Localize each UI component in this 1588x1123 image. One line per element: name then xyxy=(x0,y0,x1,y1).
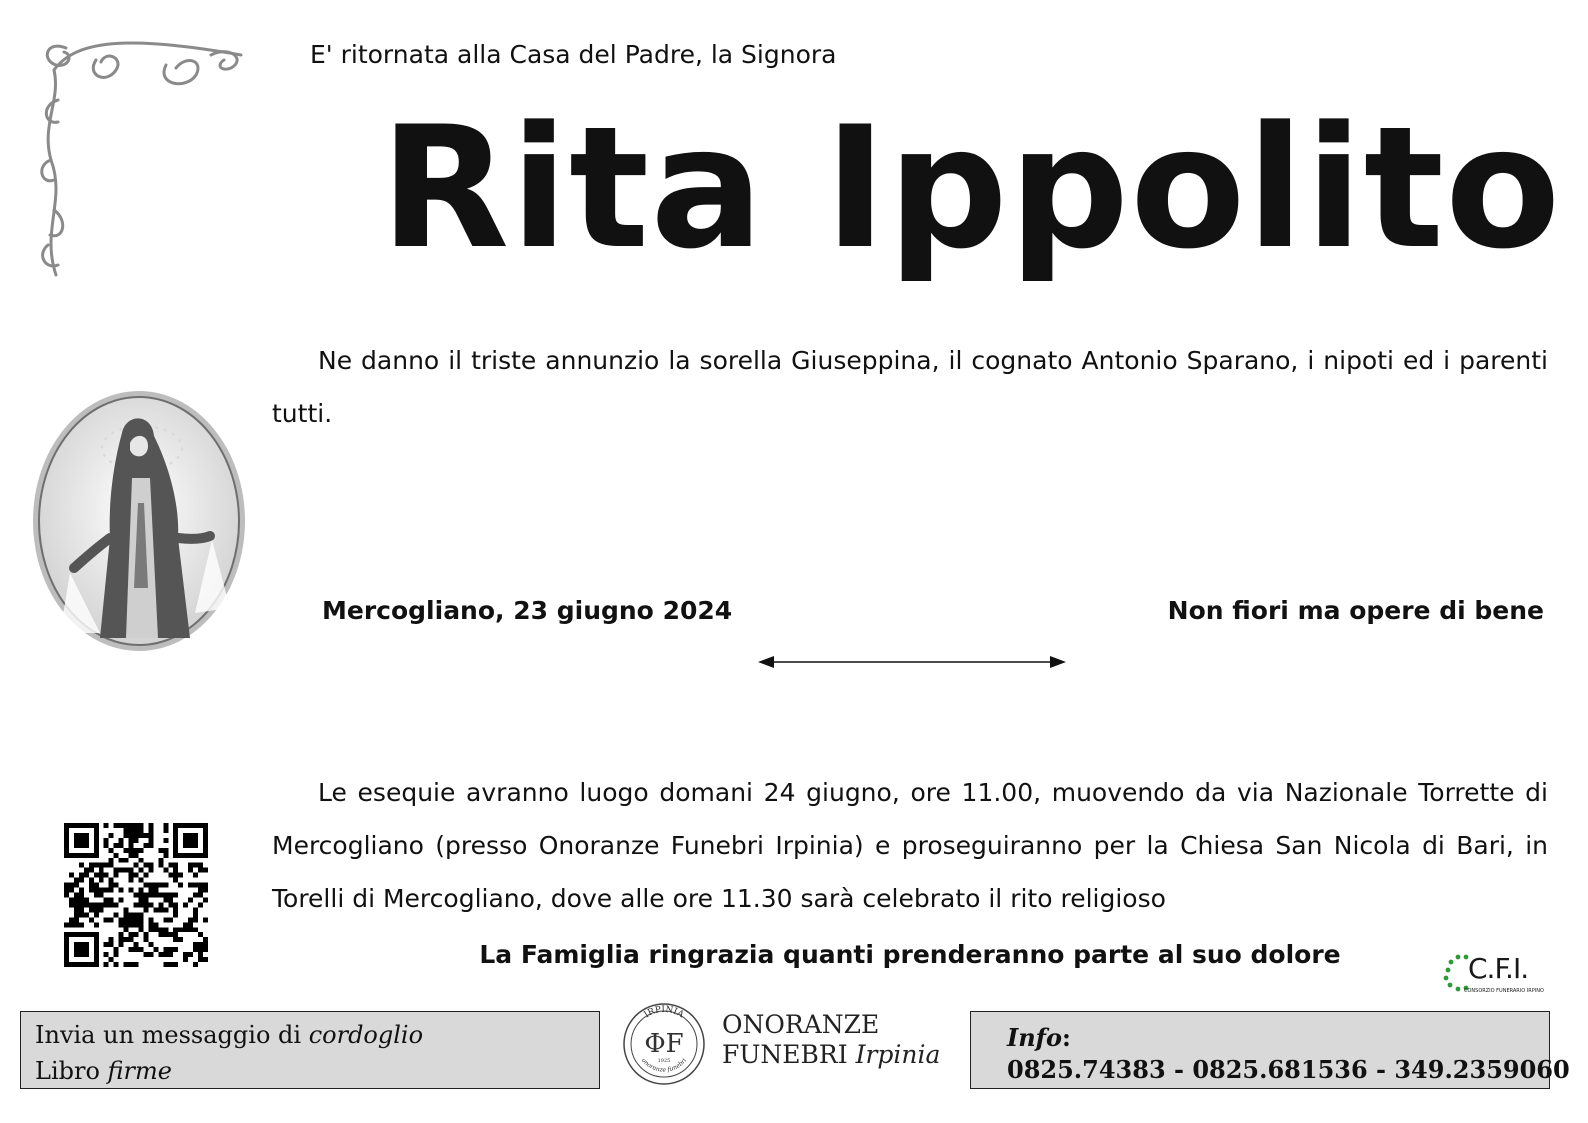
funeral-home-name: ONORANZE FUNEBRI Irpinia xyxy=(722,1010,941,1069)
info-label: Info: xyxy=(1007,1023,1071,1052)
svg-text:onoranze funebri: onoranze funebri xyxy=(639,1057,689,1074)
condolence-message-link[interactable]: Invia un messaggio di cordoglio xyxy=(35,1021,424,1049)
phone-numbers[interactable]: 0825.74383 - 0825.681536 - 349.2359060 xyxy=(1007,1055,1570,1084)
double-arrow-icon xyxy=(758,654,1066,670)
deceased-name: Rita Ippolito xyxy=(380,90,1562,286)
info-box xyxy=(970,1011,1570,1089)
condolence-box[interactable] xyxy=(20,1011,600,1089)
qr-code-icon[interactable] xyxy=(64,823,208,967)
cfi-logo-subtext: CONSORZIO FUNERARIO IRPINO xyxy=(1464,988,1544,994)
funeral-home-badge-icon xyxy=(612,992,716,1092)
announcement-text: Ne danno il triste annunzio la sorella Giuseppina, il cognato Antonio Sparano, i nipoti ed i parenti tutti. xyxy=(272,346,1548,428)
madonna-medallion-icon xyxy=(30,388,248,654)
corner-ornament-icon xyxy=(36,30,246,285)
svg-text:1925: 1925 xyxy=(657,1058,671,1064)
family-thanks: La Famiglia ringrazia quanti prenderanno parte al suo dolore xyxy=(479,940,1341,969)
svg-text:ΦF: ΦF xyxy=(644,1029,684,1059)
cfi-logo-text: C.F.I. xyxy=(1468,952,1529,985)
funeral-details-text: Le esequie avranno luogo domani 24 giugno, ore 11.00, muovendo da via Nazionale Torrette di Mercogliano (presso Onoranze Funebri Irpinia) e proseguiranno per la Chiesa San Nicola di Bari, in Torelli di Mercogliano, dove alle ore 11.30 sarà celebrato il rito religioso xyxy=(272,778,1548,913)
cfi-logo-icon xyxy=(1440,948,1544,998)
guestbook-link[interactable]: Libro firme xyxy=(35,1057,172,1085)
place-date: Mercogliano, 23 giugno 2024 xyxy=(322,596,733,625)
svg-text:IRPINIA: IRPINIA xyxy=(642,1004,686,1021)
no-flowers-note: Non fiori ma opere di bene xyxy=(1167,596,1544,625)
intro-text: E' ritornata alla Casa del Padre, la Signora xyxy=(310,40,837,69)
